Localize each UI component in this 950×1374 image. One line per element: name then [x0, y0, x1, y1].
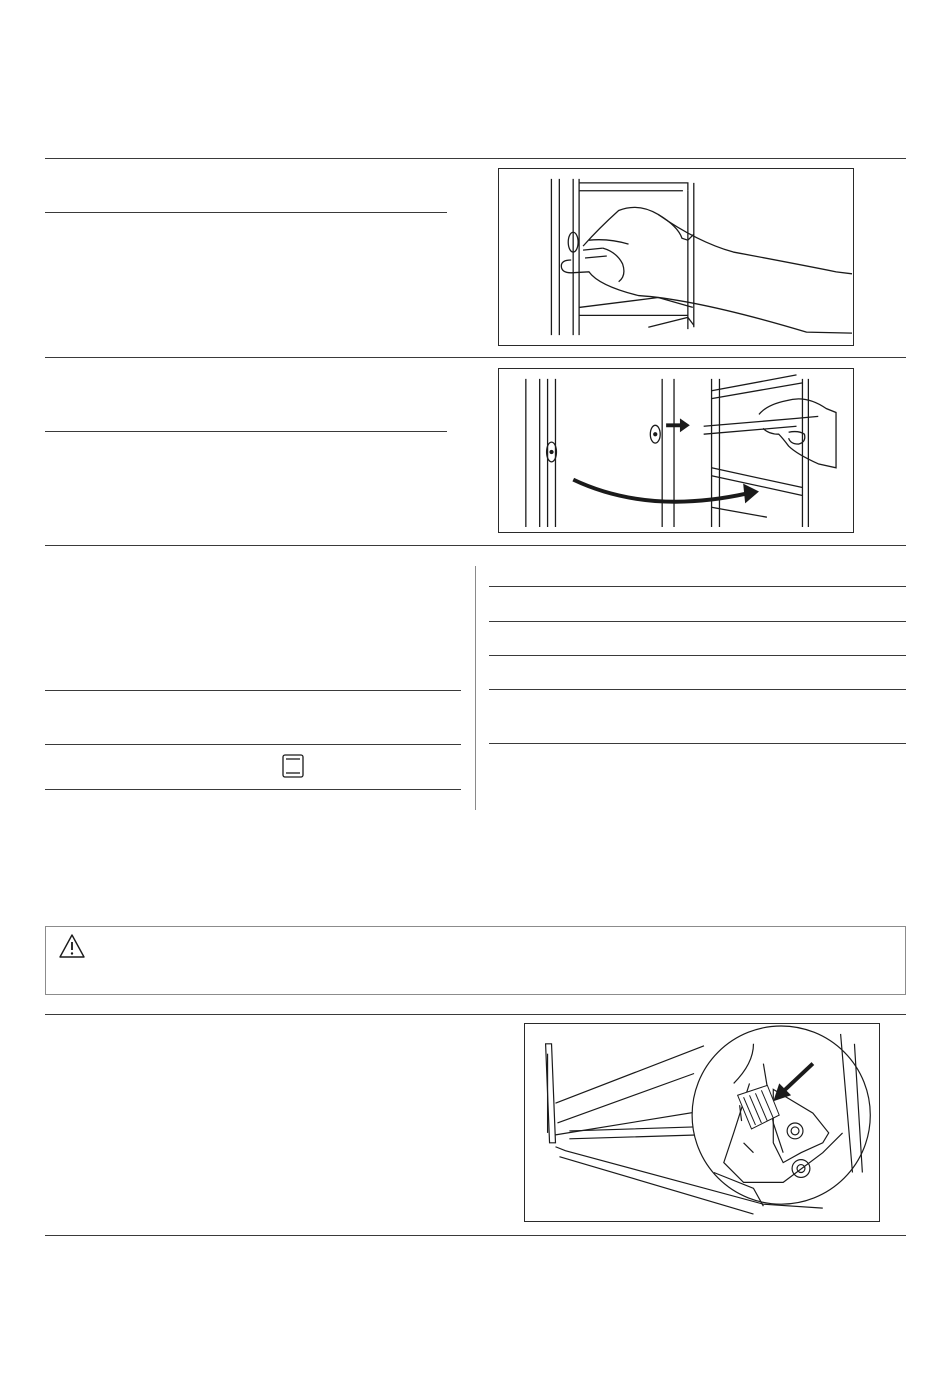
- right-table-rule-3: [489, 655, 906, 656]
- remove-shelf-support-figure: [498, 168, 854, 346]
- section-rule-4: [45, 1014, 906, 1015]
- right-table-rule-2: [489, 621, 906, 622]
- install-shelf-support-figure: [498, 368, 854, 533]
- hand-pulling-shelf-support-illustration: [499, 169, 853, 345]
- step-rule-1a: [45, 212, 447, 213]
- shelf-support-insertion-illustration: [499, 369, 853, 532]
- right-table-rule-4: [489, 689, 906, 690]
- oven-door-hinge-figure: [524, 1023, 880, 1222]
- section-rule-5: [45, 1235, 906, 1236]
- section-rule-3: [45, 545, 906, 546]
- left-table-rule-1: [45, 690, 461, 691]
- door-hinge-lever-illustration: [525, 1024, 879, 1221]
- warning-triangle-icon: [58, 933, 86, 959]
- section-rule-1: [45, 158, 906, 159]
- oven-top-bottom-heat-symbol: [282, 754, 304, 778]
- left-table-rule-3: [45, 789, 461, 790]
- right-table-rule-1: [489, 586, 906, 587]
- oven-heat-symbol-icon: [282, 754, 304, 778]
- left-table-rule-2: [45, 744, 461, 745]
- warning-box: [45, 926, 906, 995]
- right-table-rule-5: [489, 743, 906, 744]
- column-divider: [475, 566, 476, 810]
- step-rule-2a: [45, 431, 447, 432]
- section-rule-2: [45, 357, 906, 358]
